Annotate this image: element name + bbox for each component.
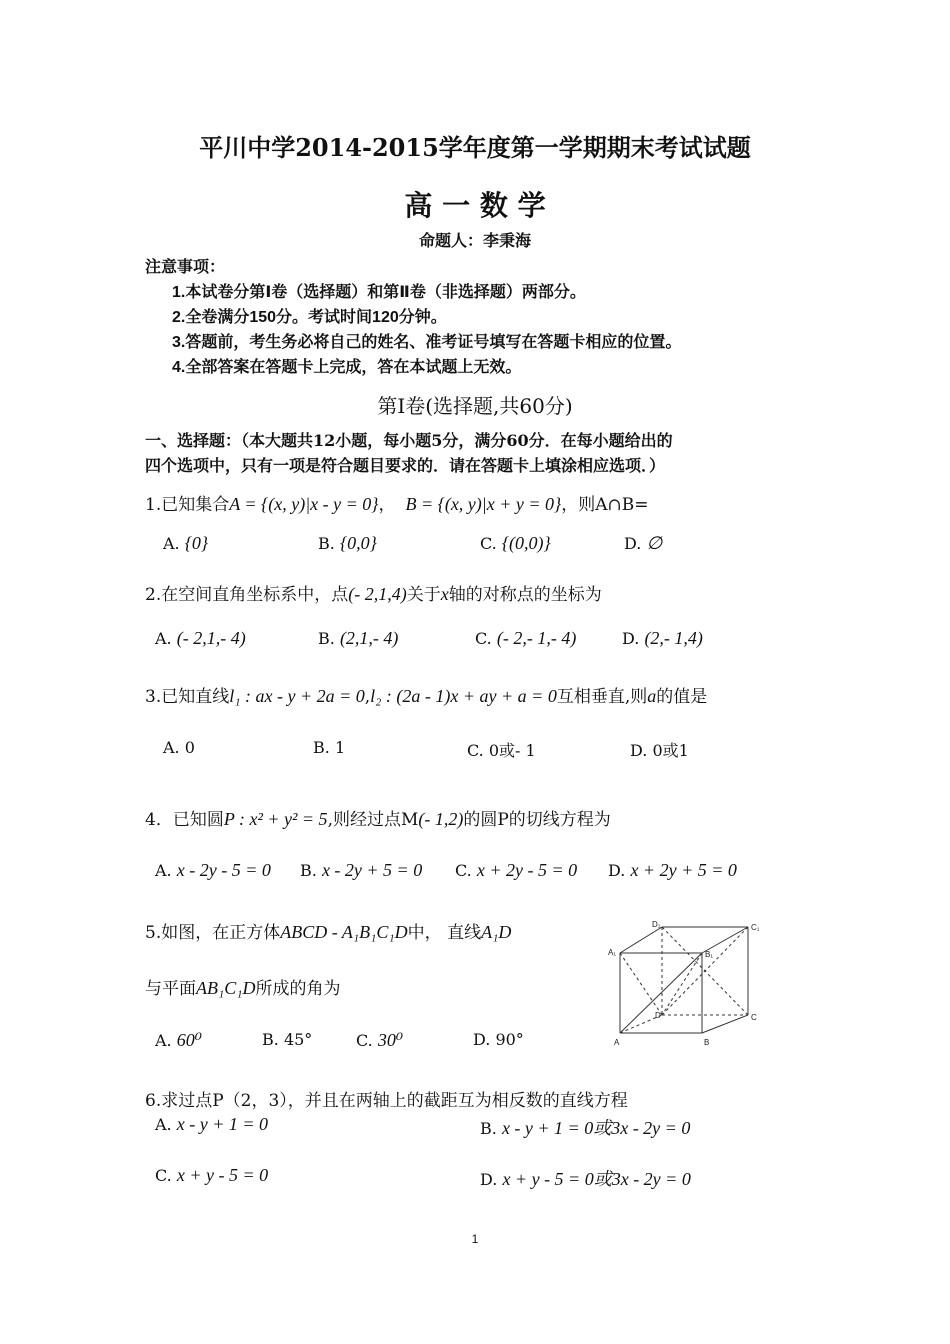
option-c: C. 30⁰ (356, 1030, 404, 1050)
option-a: A. (- 2,1,- 4) (155, 628, 246, 648)
note-item: 1.本试卷分第Ⅰ卷（选择题）和第Ⅱ卷（非选择题）两部分。 (172, 284, 586, 301)
option-d: D. (2,- 1,4) (622, 628, 703, 648)
question-2-stem: 2.在空间直角坐标系中，点(- 2,1,4)关于x轴的对称点的坐标为 (145, 584, 602, 605)
question-4-stem: 4．已知圆P : x² + y² = 5,则经过点M(- 1,2)的圆P的切线方程为 (145, 809, 611, 830)
option-d: D. 0或1 (630, 741, 689, 760)
section-title: 第Ⅰ卷(选择题,共60分) (377, 394, 573, 418)
section-instructions: 四个选项中，只有一项是符合题目要求的．请在答题卡上填涂相应选项．） (145, 456, 666, 475)
note-item: 2.全卷满分150分。考试时间120分钟。 (172, 309, 447, 326)
option-c: C. {(0,0)} (480, 533, 551, 553)
section-instructions: 一、选择题：（本大题共12小题，每小题5分，满分60分．在每小题给出的 (145, 431, 673, 450)
label-d: D (655, 1011, 661, 1020)
label-b1: B₁ (705, 950, 714, 959)
option-a: A. 0 (163, 738, 195, 757)
label-a1: A₁ (608, 948, 617, 957)
author-line: 命题人：李秉海 (418, 233, 531, 250)
question-5-stem-line2: 与平面AB₁C₁D所成的角为 (145, 978, 341, 999)
option-a: A. x - y + 1 = 0 (155, 1114, 268, 1134)
exam-title: 平川中学2014-2015学年度第一学期期末考试试题 (199, 133, 751, 162)
question-1-stem: 1.已知集合A = {(x, y)|x - y = 0}， B = {(x, y)|x + y = 0}，则A∩B= (145, 494, 649, 515)
notes-heading: 注意事项： (145, 259, 226, 276)
page-number: 1 (471, 1232, 479, 1246)
option-c: C. x + y - 5 = 0 (155, 1165, 269, 1185)
option-b: B. {0,0} (318, 533, 377, 553)
question-3-stem: 3.已知直线l₁ : ax - y + 2a = 0,l₂ : (2a - 1)x + ay + a = 0互相垂直,则a的值是 (145, 686, 708, 707)
label-d1: D₁ (652, 920, 661, 929)
label-c: C (751, 1013, 757, 1022)
option-c: C. x + 2y - 5 = 0 (455, 860, 578, 880)
label-b: B (704, 1038, 710, 1047)
option-c: C. 0或- 1 (467, 741, 536, 760)
note-item: 4.全部答案在答题卡上完成，答在本试题上无效。 (172, 359, 522, 376)
option-d: D. 90° (473, 1030, 524, 1049)
option-b: B. x - y + 1 = 0或3x - 2y = 0 (480, 1118, 691, 1138)
option-b: B. 1 (313, 738, 346, 757)
cube-figure (600, 915, 770, 1050)
option-d: D. ∅ (624, 533, 663, 553)
option-a: A. x - 2y - 5 = 0 (155, 860, 271, 880)
subject-title: 高 一 数 学 (404, 189, 546, 222)
question-6-stem: 6.求过点P（2，3），并且在两轴上的截距互为相反数的直线方程 (145, 1091, 628, 1111)
option-b: B. (2,1,- 4) (318, 628, 399, 648)
note-item: 3.答题前，考生务必将自己的姓名、准考证号填写在答题卡相应的位置。 (172, 334, 682, 351)
option-c: C. (- 2,- 1,- 4) (475, 628, 577, 648)
question-5-stem: 5.如图，在正方体ABCD - A₁B₁C₁D中， 直线A₁D (145, 922, 512, 943)
option-d: D. x + y - 5 = 0或3x - 2y = 0 (480, 1169, 691, 1189)
option-d: D. x + 2y + 5 = 0 (608, 860, 737, 880)
option-a: A. {0} (163, 533, 209, 553)
option-a: A. 60⁰ (155, 1030, 202, 1050)
label-c1: C₁ (751, 923, 760, 932)
option-b: B. 45° (262, 1030, 313, 1049)
label-a: A (614, 1038, 620, 1047)
option-b: B. x - 2y + 5 = 0 (300, 860, 423, 880)
